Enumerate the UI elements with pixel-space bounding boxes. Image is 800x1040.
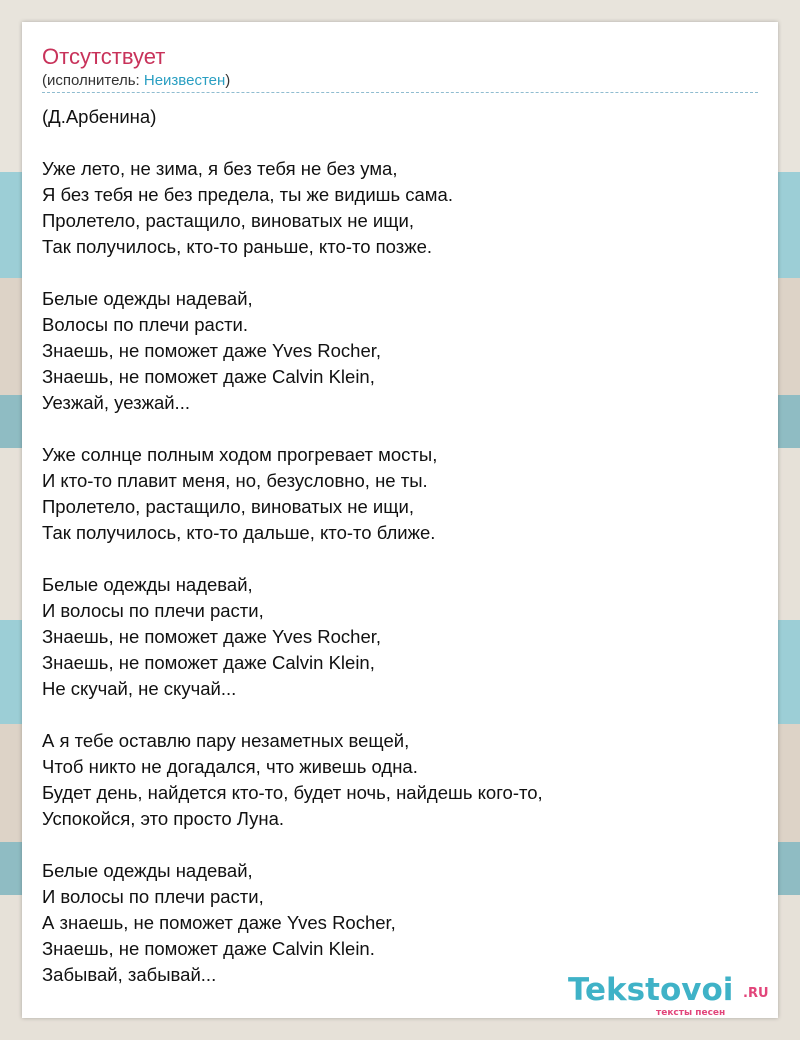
lyrics-line: Знаешь, не поможет даже Calvin Klein,: [42, 366, 375, 387]
lyrics-line: Знаешь, не поможет даже Yves Rocher,: [42, 340, 382, 361]
lyrics-stanza: [42, 104, 758, 130]
lyrics-line: Уже солнце полным ходом прогревает мосты,: [42, 444, 438, 465]
lyrics-body: [42, 104, 758, 1014]
lyrics-line: Пролетело, растащило, виноватых не ищи,: [42, 496, 414, 517]
logo-tagline: тексты песен: [656, 1008, 726, 1018]
lyrics-stanza: [42, 286, 758, 416]
lyrics-line: Пролетело, растащило, виноватых не ищи,: [42, 210, 414, 231]
lyrics-line: Белые одежды надевай,: [42, 288, 253, 309]
lyrics-line: Я без тебя не без предела, ты же видишь сама.: [42, 184, 453, 205]
lyrics-line: И волосы по плечи расти,: [42, 600, 264, 621]
lyrics-line: Уезжай, уезжай...: [42, 392, 190, 413]
lyrics-line: Не скучай, не скучай...: [42, 678, 237, 699]
lyrics-line: Так получилось, кто-то раньше, кто-то позже.: [42, 236, 433, 257]
lyrics-stanza: [42, 156, 758, 260]
lyrics-line: А я тебе оставлю пару незаметных вещей,: [42, 730, 410, 751]
song-title: Отсутствует: [42, 44, 166, 69]
lyrics-sheet: [22, 22, 778, 1018]
lyrics-line: Будет день, найдется кто-то, будет ночь, найдешь кого-то,: [42, 782, 543, 803]
title-divider: [42, 92, 758, 93]
lyrics-stanza: [42, 572, 758, 702]
lyrics-line: (Д.Арбенина): [42, 106, 157, 127]
lyrics-line: И волосы по плечи расти,: [42, 886, 264, 907]
lyrics-line: Волосы по плечи расти.: [42, 314, 249, 335]
lyrics-line: Чтоб никто не догадался, что живешь одна.: [42, 756, 418, 777]
lyrics-line: Знаешь, не поможет даже Calvin Klein,: [42, 652, 375, 673]
lyrics-line: Знаешь, не поможет даже Yves Rocher,: [42, 626, 382, 647]
lyrics-line: Знаешь, не поможет даже Calvin Klein.: [42, 938, 375, 959]
artist-line: [42, 72, 230, 89]
site-logo[interactable]: [568, 972, 778, 1022]
artist-prefix: (исполнитель:: [42, 72, 144, 89]
lyrics-stanza: [42, 442, 758, 546]
lyrics-line: Успокойся, это просто Луна.: [42, 808, 285, 829]
logo-wordmark: Tekstovoi: [568, 972, 734, 1008]
artist-link[interactable]: Неизвестен: [143, 72, 226, 89]
lyrics-line: Уже лето, не зима, я без тебя не без ума,: [42, 158, 398, 179]
artist-suffix: ): [225, 72, 231, 89]
lyrics-stanza: [42, 858, 758, 988]
lyrics-line: И кто-то плавит меня, но, безусловно, не ты.: [42, 470, 428, 491]
lyrics-line: Белые одежды надевай,: [42, 860, 253, 881]
lyrics-line: Забывай, забывай...: [42, 964, 217, 985]
lyrics-line: Так получилось, кто-то дальше, кто-то ближе.: [42, 522, 436, 543]
lyrics-stanza: [42, 728, 758, 832]
logo-domain: .RU: [743, 986, 769, 1001]
lyrics-line: А знаешь, не поможет даже Yves Rocher,: [42, 912, 396, 933]
lyrics-line: Белые одежды надевай,: [42, 574, 253, 595]
